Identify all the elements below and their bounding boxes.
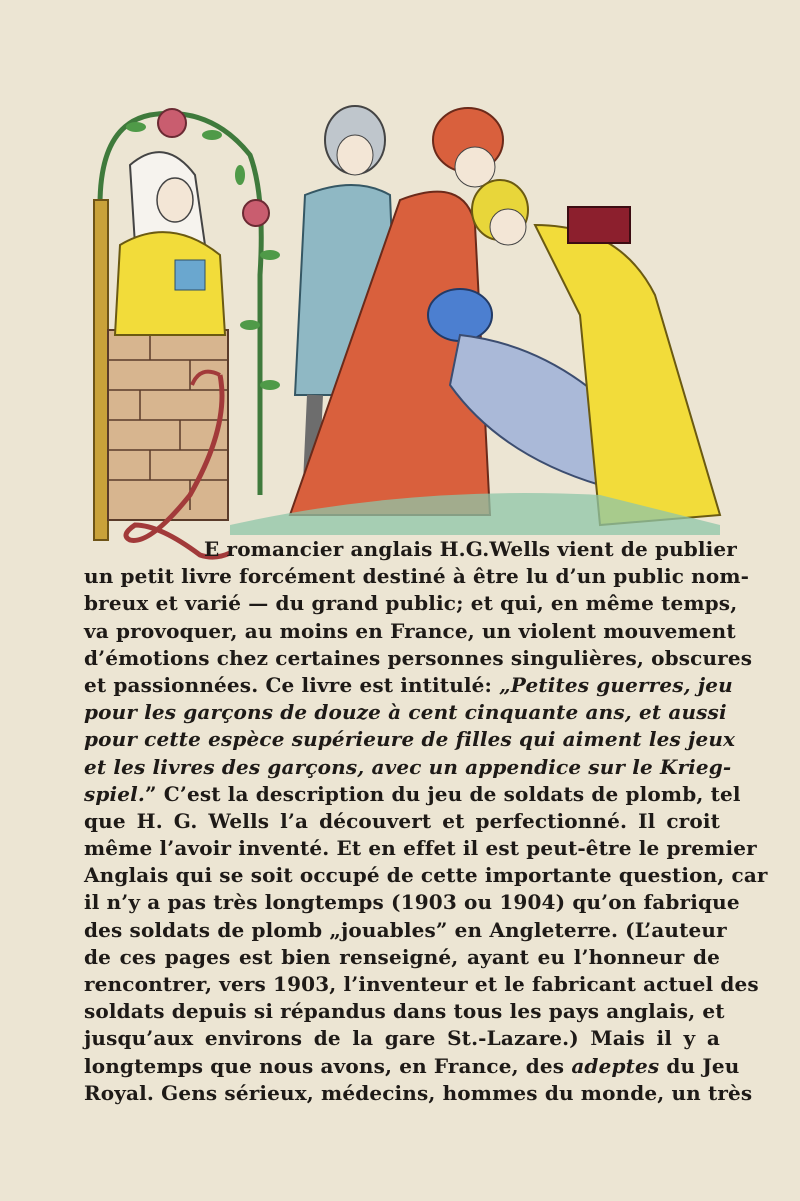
text-line: des soldats de plomb „jouables” en Angleterre. (L’auteur	[84, 917, 727, 942]
text-line-italic	[84, 699, 727, 726]
text-line: jusqu’aux environs de la gare St.-Lazare.) Mais il y a	[84, 1026, 720, 1051]
brick-wall	[108, 330, 228, 520]
text-line	[84, 672, 733, 699]
golden-pole	[94, 200, 108, 540]
body-paragraph	[84, 536, 768, 1107]
book-title-italic: spiel.	[84, 781, 146, 806]
book-title-italic: „Petites guerres, jeu	[499, 672, 733, 697]
text-line-italic	[84, 754, 732, 781]
book-title-italic: pour cette espèce supérieure de filles qui aiment les jeux	[84, 727, 736, 752]
lady-figure	[115, 152, 225, 335]
text-line: Anglais qui se soit occupé de cette importante question, car	[84, 863, 768, 888]
text-line: que H. G. Wells l’a découvert et perfectionné. Il croit	[84, 808, 720, 833]
text-line	[84, 781, 741, 808]
book-title-italic: pour les garçons de douze à cent cinquante ans, et aussi	[84, 700, 727, 725]
text-line: de ces pages est bien renseigné, ayant eu l’honneur de	[84, 944, 720, 969]
text-line: breux et varié — du grand public; et qui, en même temps,	[84, 591, 738, 616]
book-title-italic: et les livres des garçons, avec un appendice sur le Krieg-	[84, 754, 732, 779]
text-line	[84, 1053, 740, 1080]
text-line: il n’y a pas très longtemps (1903 ou 1904) qu’on fabrique	[84, 890, 740, 915]
text-span: du Jeu	[659, 1053, 740, 1078]
text-span: et passionnées. Ce livre est intitulé:	[84, 672, 500, 697]
text-line: va provoquer, au moins en France, un violent mouvement	[84, 618, 736, 643]
text-line: Royal. Gens sérieux, médecins, hommes du monde, un très	[84, 1080, 753, 1105]
text-span: longtemps que nous avons, en France, des	[84, 1053, 572, 1078]
text-span: ” C’est la description du jeu de soldats de plomb, tel	[145, 781, 741, 806]
text-line: E romancier anglais H.G.Wells vient de publier	[204, 537, 737, 561]
text-line: d’émotions chez certaines personnes singulières, obscures	[84, 645, 753, 670]
text-line: un petit livre forcément destiné à être lu d’un public nom-	[84, 564, 750, 589]
rose-flower	[243, 200, 269, 226]
text-line: même l’avoir inventé. Et en effet il est peut-être le premier	[84, 836, 757, 861]
italic-word: adeptes	[571, 1053, 660, 1078]
text-line: soldats depuis si répandus dans tous les pays anglais, et	[84, 999, 725, 1024]
text-line-italic	[84, 726, 736, 753]
rose-flower	[158, 109, 186, 137]
medieval-scene-illustration	[80, 95, 737, 565]
text-line: rencontrer, vers 1903, l’inventeur et le fabricant actuel des	[84, 972, 759, 996]
